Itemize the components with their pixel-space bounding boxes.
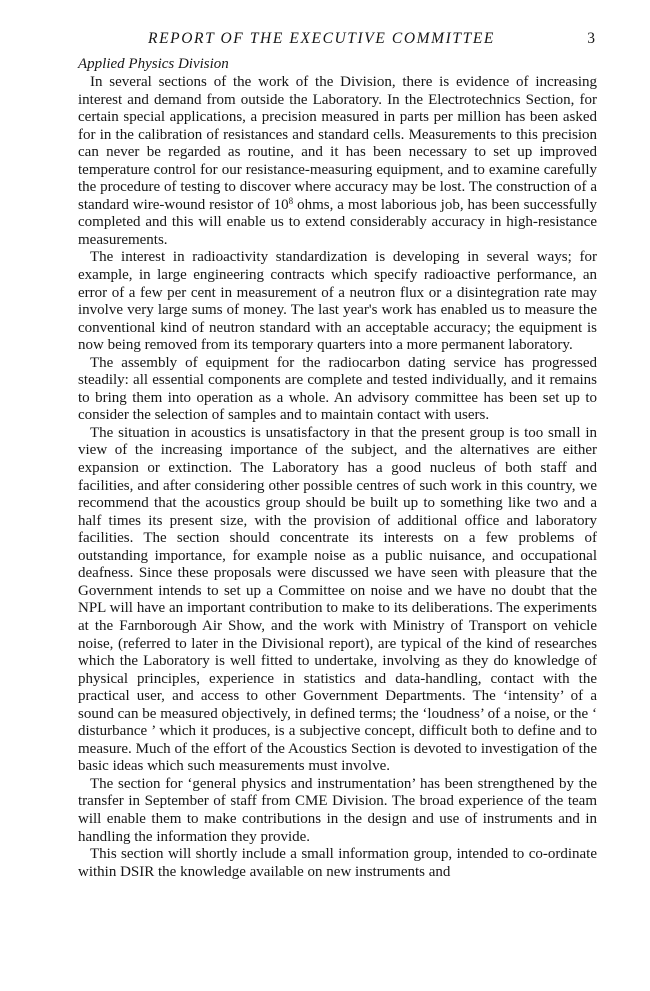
paragraph-radiocarbon: The assembly of equipment for the radiocarbon dating service has progressed steadily: all essential components are complete and tested individually, and it remains to bring them into operation as a whole. An advisory committee has been set up to consider the selection of samples and to maintain contact with users. — [78, 354, 597, 424]
exponent: 8 — [288, 195, 294, 206]
paragraph-radioactivity: The interest in radioactivity standardization is developing in several ways; for example, in large engineering contracts which specify radioactive performance, an error of a few per cent in measurement of a neutron flux or a disintegration rate may involve very large sums of money. The last year's work has enabled us to measure the conventional kind of neutron standard with an acceptable accuracy; the equipment is now being removed from its temporary quarters into a more permanent laboratory. — [78, 249, 597, 354]
running-header — [78, 30, 597, 52]
paragraph-electrotechnics-text-a: In several sections of the work of the Division, there is evidence of increasing interest and demand from outside the Laboratory. In the Electrotechnics Section, for certain special applications, a precision measured in parts per million has been asked for in the calibration of resistances and standard cells. Measurements to this precision can never be regarded as routine, and it has been necessary to set up improved temperature control for our resistance-measuring equipment, and to examine carefully the procedure of testing to discover where accuracy may be lost. The construction of a standard wire-wound resistor of 10 — [78, 74, 597, 213]
section-heading: Applied Physics Division — [78, 56, 229, 72]
page-number: 3 — [587, 30, 595, 47]
running-title: REPORT OF THE EXECUTIVE COMMITTEE — [148, 30, 495, 47]
document-page — [78, 30, 597, 881]
paragraph-electrotechnics — [78, 74, 597, 249]
paragraph-acoustics: The situation in acoustics is unsatisfactory in that the present group is too small in view of the increasing importance of the subject, and the alternatives are either expansion or extinction. The Laboratory has a good nucleus of both staff and facilities, and after considering other possible centres of such work in this country, we recommend that the acoustics group should be built up to something like two and a half times its present size, with the provision of additional office and laboratory facilities. The section should concentrate its interests on a few problems of outstanding importance, for example noise as a public nuisance, and occupational deafness. Since these proposals were discussed we have seen with pleasure that the Government intends to set up a Committee on noise and we have no doubt that the NPL will have an important contribution to make to its deliberations. The experiments at the Farnborough Air Show, and the work with Ministry of Transport on vehicle noise, (referred to later in the Divisional report), are typical of the kind of researches which the Laboratory is well fitted to undertake, involving as they do knowledge of physical principles, experience in statistics and data-handling, contact with the practical user, and access to other Government Departments. The ‘intensity’ of a sound can be measured objectively, in defined terms; the ‘loudness’ of a noise, or the ‘ disturbance ’ which it produces, is a subjective concept, difficult both to define and to measure. Much of the effort of the Acoustics Section is devoted to investigation of the basic ideas which such measurements must involve. — [78, 424, 597, 775]
paragraph-general-physics: The section for ‘general physics and instrumentation’ has been strengthened by the transfer in September of staff from CME Division. The broad experience of the team will enable them to make contributions in the design and use of instruments and in handling the information they provide. — [78, 775, 597, 845]
paragraph-electrotechnics-text-b: ohms, a most laborious job, has been successfully completed and this will enable us to extend considerably accuracy in high-resistance measurements. — [78, 196, 597, 248]
paragraph-information-group: This section will shortly include a small information group, intended to co-ordinate within DSIR the knowledge available on new instruments and — [78, 846, 597, 880]
